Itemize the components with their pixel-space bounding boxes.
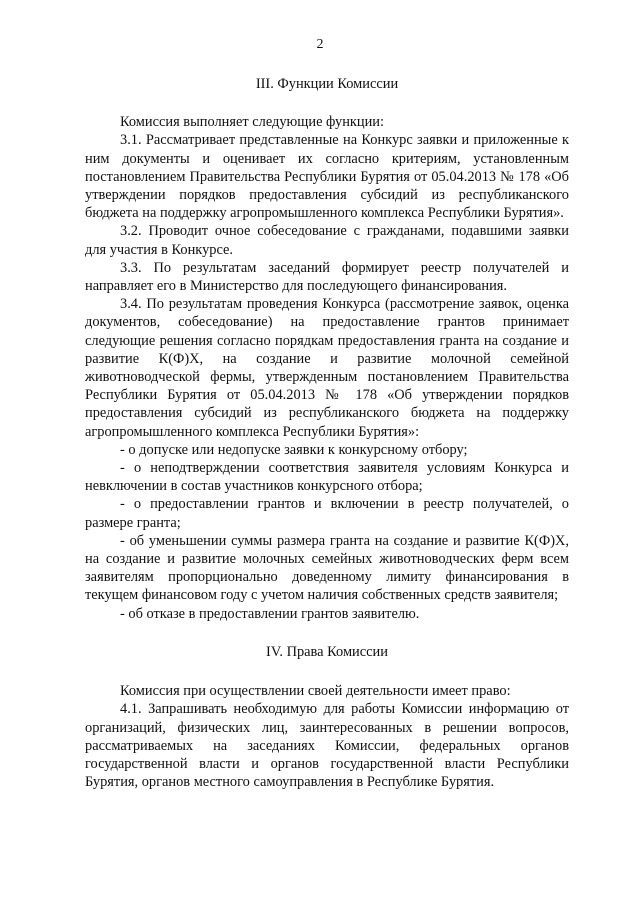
list-item: - о допуске или недопуске заявки к конкурсному отбору; <box>120 441 468 458</box>
section-4-body <box>85 682 569 791</box>
page-number: 2 <box>316 37 324 52</box>
section-3-body <box>85 113 569 623</box>
paragraph: 3.1. Рассматривает представленные на Конкурс заявки и приложенные к ним документы и оценивает их согласно критериям, установленным постановлением Правительства Республики Бурятия от 05.04.2013 № 178 «Об утверждении порядков предоставления субсидий из республиканского бюджета на поддержку агропромышленного комплекса Республики Бурятия». <box>85 132 569 222</box>
paragraph: Комиссия при осуществлении своей деятельности имеет право: <box>120 683 511 700</box>
section-3-heading: III. Функции Комиссии <box>255 76 399 92</box>
list-item: - о предоставлении грантов и включении в реестр получателей, о размере гранта; <box>85 496 569 531</box>
paragraph: Комиссия выполняет следующие функции: <box>120 114 385 131</box>
paragraph: 3.3. По результатам заседаний формирует реестр получателей и направляет его в Министерство для последующего финансирования. <box>85 259 569 295</box>
list-item: - о неподтверждении соответствия заявителя условиям Конкурса и невключении в состав участников конкурсного отбора; <box>85 460 569 495</box>
document-body <box>85 75 569 791</box>
section-4-heading: IV. Права Комиссии <box>266 643 388 660</box>
paragraph: 3.4. По результатам проведения Конкурса (рассмотрение заявок, оценка документов, собеседование) на предоставление грантов принимает следующие решения согласно порядкам предоставления гранта на создание и развитие К(Ф)Х, на создание и развитие молочной семейной животноводческой фермы, утвержденным постановлением Правительства Республики Бурятия от 05.04.2013 № 178 «Об утверждении порядков предоставления субсидий из республиканского бюджета на поддержку агропромышленного комплекса Республики Бурятия»: <box>85 296 569 440</box>
list-item: - об уменьшении суммы размера гранта на создание и развитие К(Ф)Х, на создание и развитие молочных семейных животноводческих ферм всем заявителям пропорционально доведенному лимиту финансирования в текущем финансовом году с учетом наличия собственных средств заявителя; <box>85 532 569 604</box>
paragraph: 4.1. Запрашивать необходимую для работы Комиссии информацию от организаций, физических лиц, заинтересованных в решении вопросов, рассматриваемых на заседаниях Комиссии, федеральных органов государственной власти и органов государственной власти Республики Бурятия, органов местного самоуправления в Республике Бурятия. <box>85 701 569 791</box>
list-item: - об отказе в предоставлении грантов заявителю. <box>120 605 420 622</box>
paragraph: 3.2. Проводит очное собеседование с гражданами, подавшими заявки для участия в Конкурсе. <box>85 223 569 258</box>
